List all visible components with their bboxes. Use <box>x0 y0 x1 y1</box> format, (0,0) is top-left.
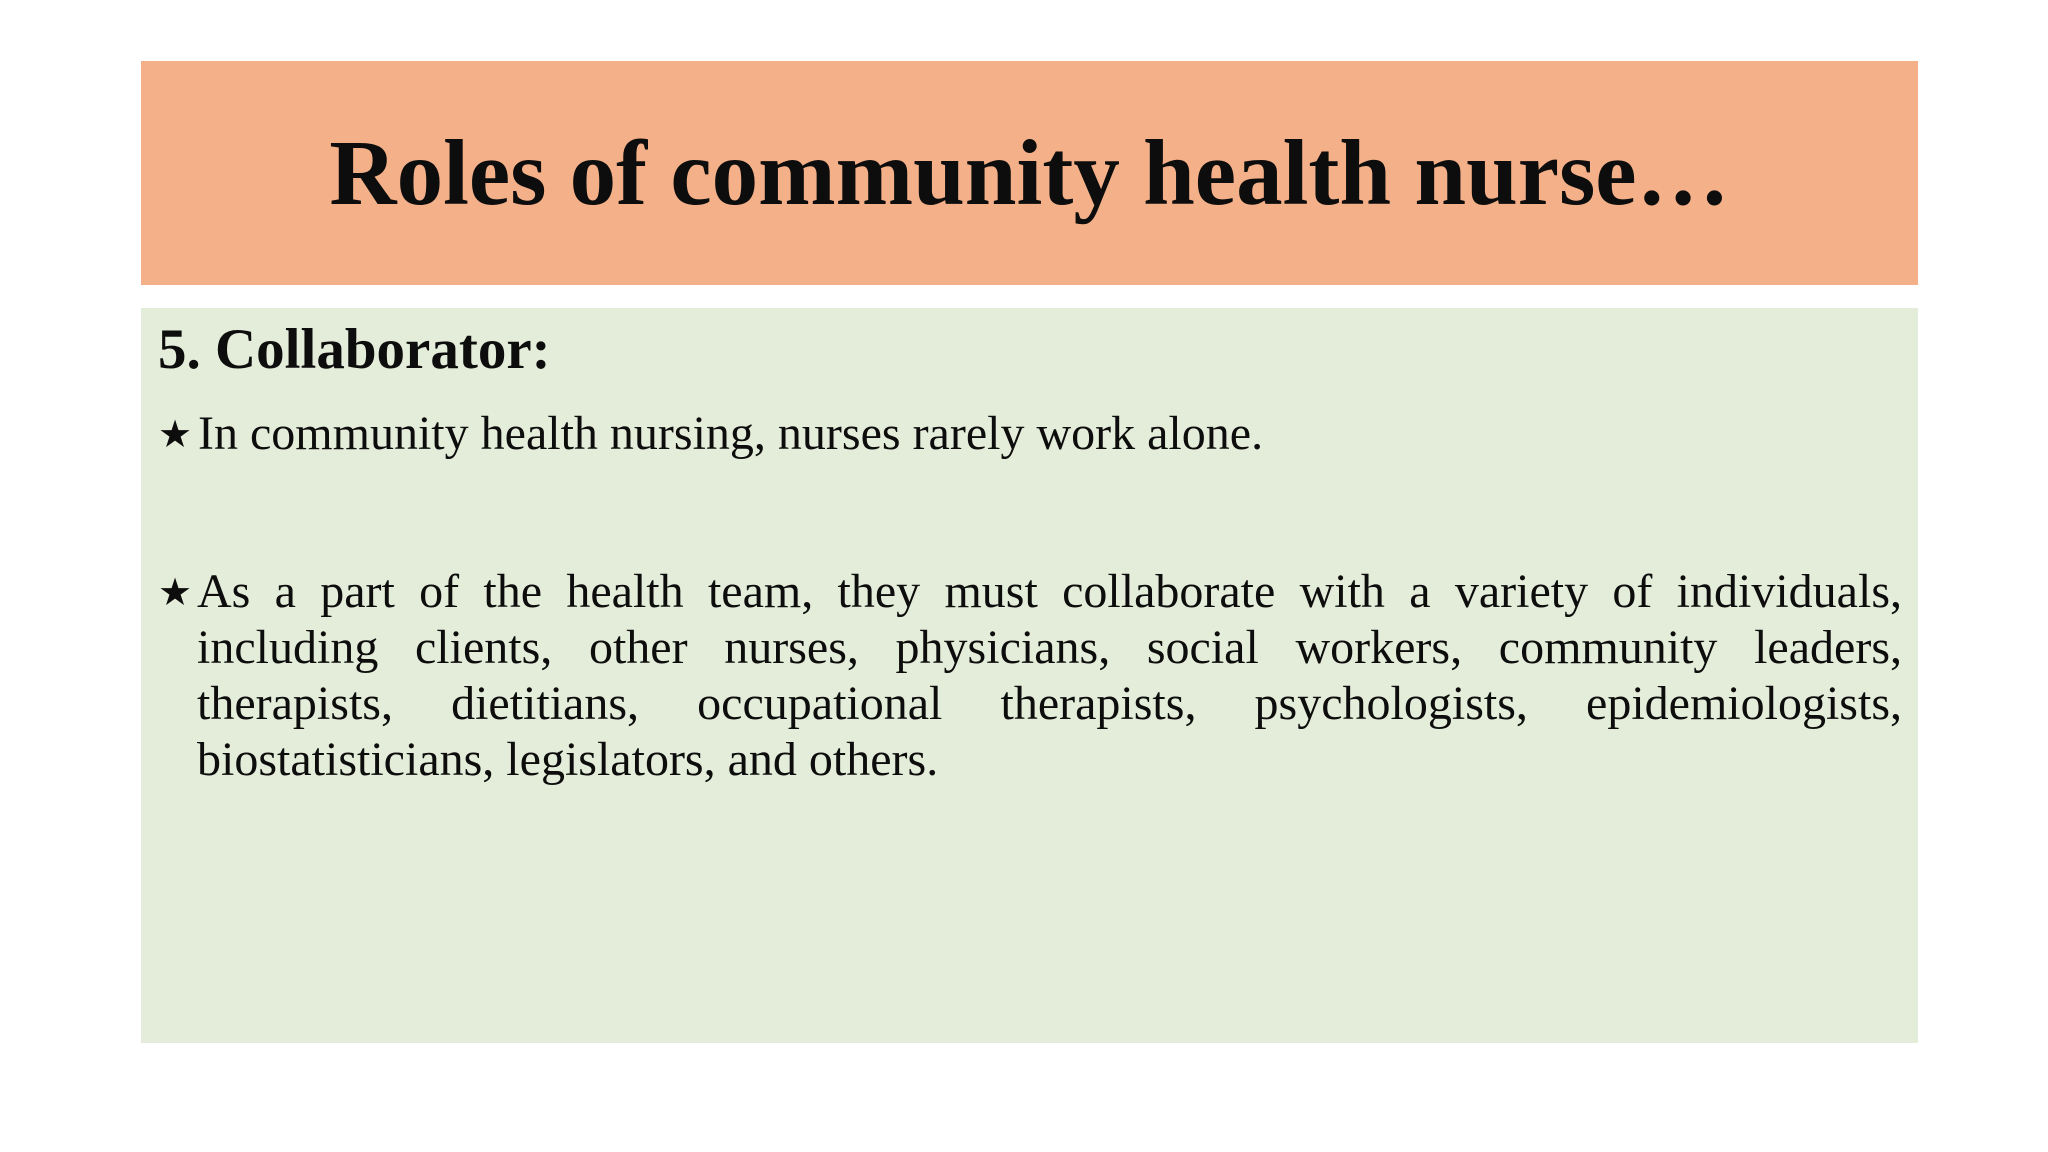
title-band <box>141 61 1918 285</box>
section-heading: 5. Collaborator: <box>158 318 551 381</box>
content-box <box>141 308 1918 1043</box>
star-bullet-icon: ★ <box>158 570 193 615</box>
bullet-text: In community health nursing, nurses rarely work alone. <box>198 407 1264 461</box>
bullet-item <box>158 406 1902 462</box>
slide-title: Roles of community health nurse… <box>329 121 1730 225</box>
star-bullet-icon: ★ <box>158 412 193 457</box>
bullet-text: As a part of the health team, they must collaborate with a variety of individuals, including clients, other nurses, physicians, social workers, community leaders, therapists, dietitians, occupational therapists, psychologists, epidemiologists, biostatisticians, legislators, and others. <box>197 565 1902 787</box>
bullet-item <box>158 564 1902 788</box>
